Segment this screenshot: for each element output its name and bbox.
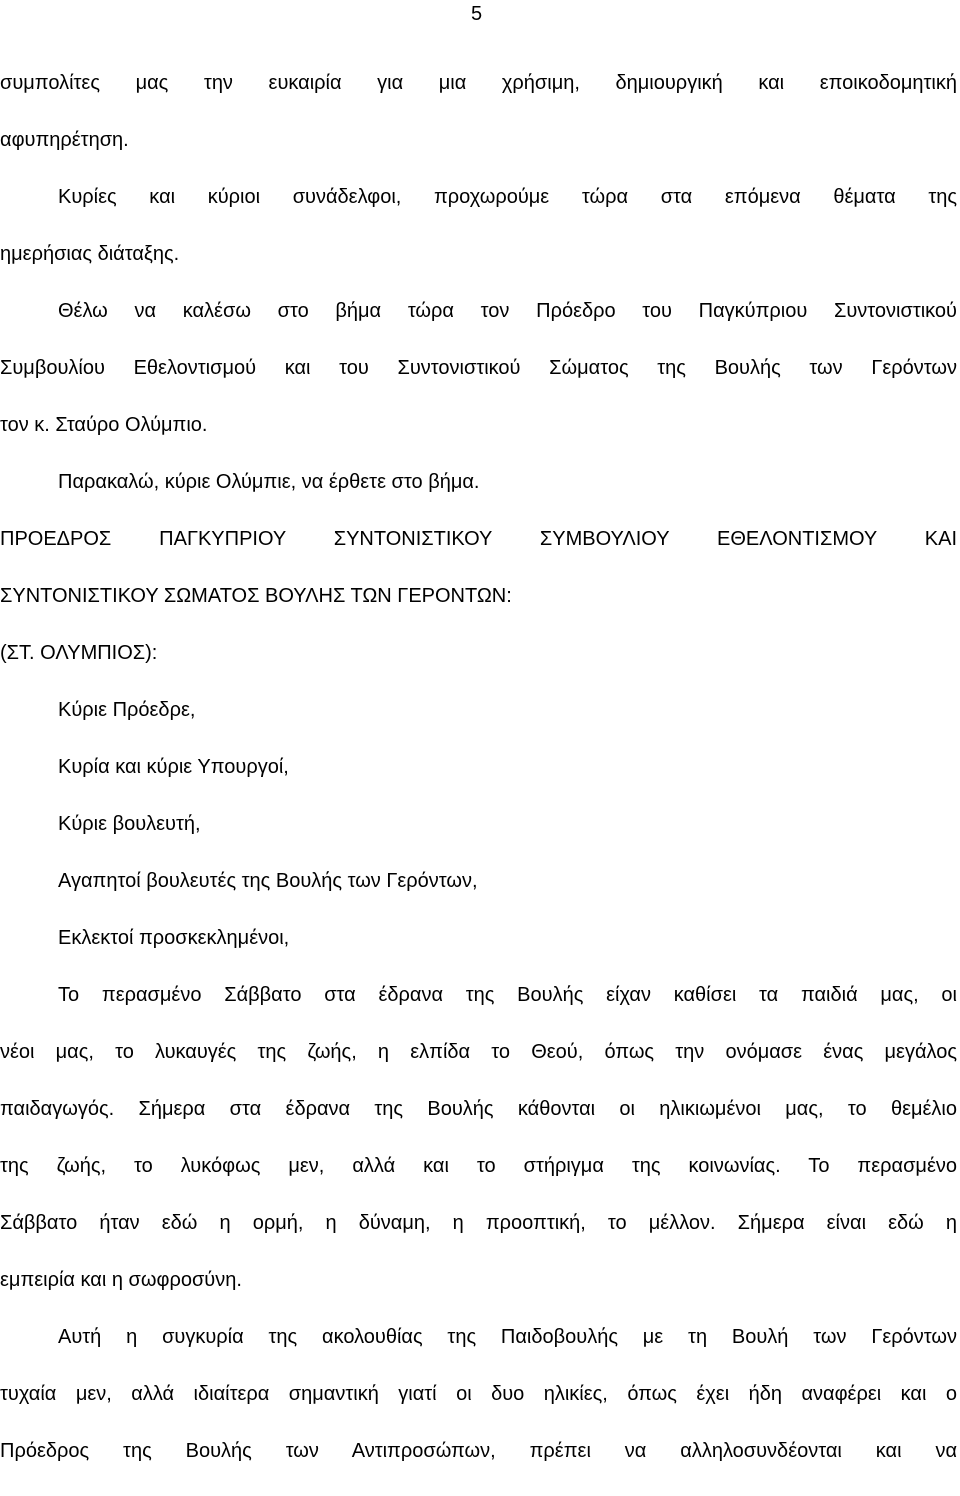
text-line: τυχαία μεν, αλλά ιδιαίτερα σημαντική γιατί οι δυο ηλικίες, όπως έχει ήδη αναφέρει και ο [0,1383,957,1405]
text-line: νέοι μας, το λυκαυγές της ζωής, η ελπίδα το Θεού, όπως την ονόμασε ένας μεγάλος [0,1041,957,1063]
text-line: Συμβουλίου Εθελοντισμού και του Συντονιστικού Σώματος της Βουλής των Γερόντων [0,357,957,379]
speaker-name: (ΣΤ. ΟΛΥΜΠΙΟΣ): [0,642,158,664]
text-line: εμπειρία και η σωφροσύνη. [0,1269,242,1291]
text-line: τον κ. Σταύρο Ολύμπιο. [0,414,208,436]
salutation-line: Κυρία και κύριε Υπουργοί, [58,756,289,778]
salutation-line: Εκλεκτοί προσκεκλημένοι, [58,927,290,949]
salutation-line: Αγαπητοί βουλευτές της Βουλής των Γερόντων, [58,870,478,892]
text-line: της ζωής, το λυκόφως μεν, αλλά και το στήριγμα της κοινωνίας. Το περασμένο [0,1155,957,1177]
text-line: ημερήσιας διάταξης. [0,243,180,265]
text-line: Αυτή η συγκυρία της ακολουθίας της Παιδοβουλής με τη Βουλή των Γερόντων [58,1326,957,1348]
salutation-line: Κύριε Πρόεδρε, [58,699,196,721]
text-line: Θέλω να καλέσω στο βήμα τώρα τον Πρόεδρο του Παγκύπριου Συντονιστικού [58,300,957,322]
speaker-heading: ΣΥΝΤΟΝΙΣΤΙΚΟΥ ΣΩΜΑΤΟΣ ΒΟΥΛΗΣ ΤΩΝ ΓΕΡΟΝΤΩΝ: [0,585,512,607]
text-line: Σάββατο ήταν εδώ η ορμή, η δύναμη, η προοπτική, το μέλλον. Σήμερα είναι εδώ η [0,1212,957,1234]
page-number: 5 [471,3,483,25]
speaker-heading: ΠΡΟΕΔΡΟΣ ΠΑΓΚΥΠΡΙΟΥ ΣΥΝΤΟΝΙΣΤΙΚΟΥ ΣΥΜΒΟΥΛΙΟΥ ΕΘΕΛΟΝΤΙΣΜΟΥ ΚΑΙ [0,528,957,550]
text-line: Κυρίες και κύριοι συνάδελφοι, προχωρούμε τώρα στα επόμενα θέματα της [58,186,957,208]
salutation-line: Κύριε βουλευτή, [58,813,201,835]
text-line: παιδαγωγός. Σήμερα στα έδρανα της Βουλής κάθονται οι ηλικιωμένοι μας, το θεμέλιο [0,1098,957,1120]
text-line: συμπολίτες μας την ευκαιρία για μια χρήσιμη, δημιουργική και εποικοδομητική [0,72,957,94]
document-body [0,71,957,1496]
text-line: αφυπηρέτηση. [0,129,129,151]
text-line: Το περασμένο Σάββατο στα έδρανα της Βουλής είχαν καθίσει τα παιδιά μας, οι [58,984,957,1006]
text-line: Πρόεδρος της Βουλής των Αντιπροσώπων, πρέπει να αλληλοσυνδέονται και να [0,1440,957,1462]
text-line: Παρακαλώ, κύριε Ολύμπιε, να έρθετε στο βήμα. [58,471,480,493]
